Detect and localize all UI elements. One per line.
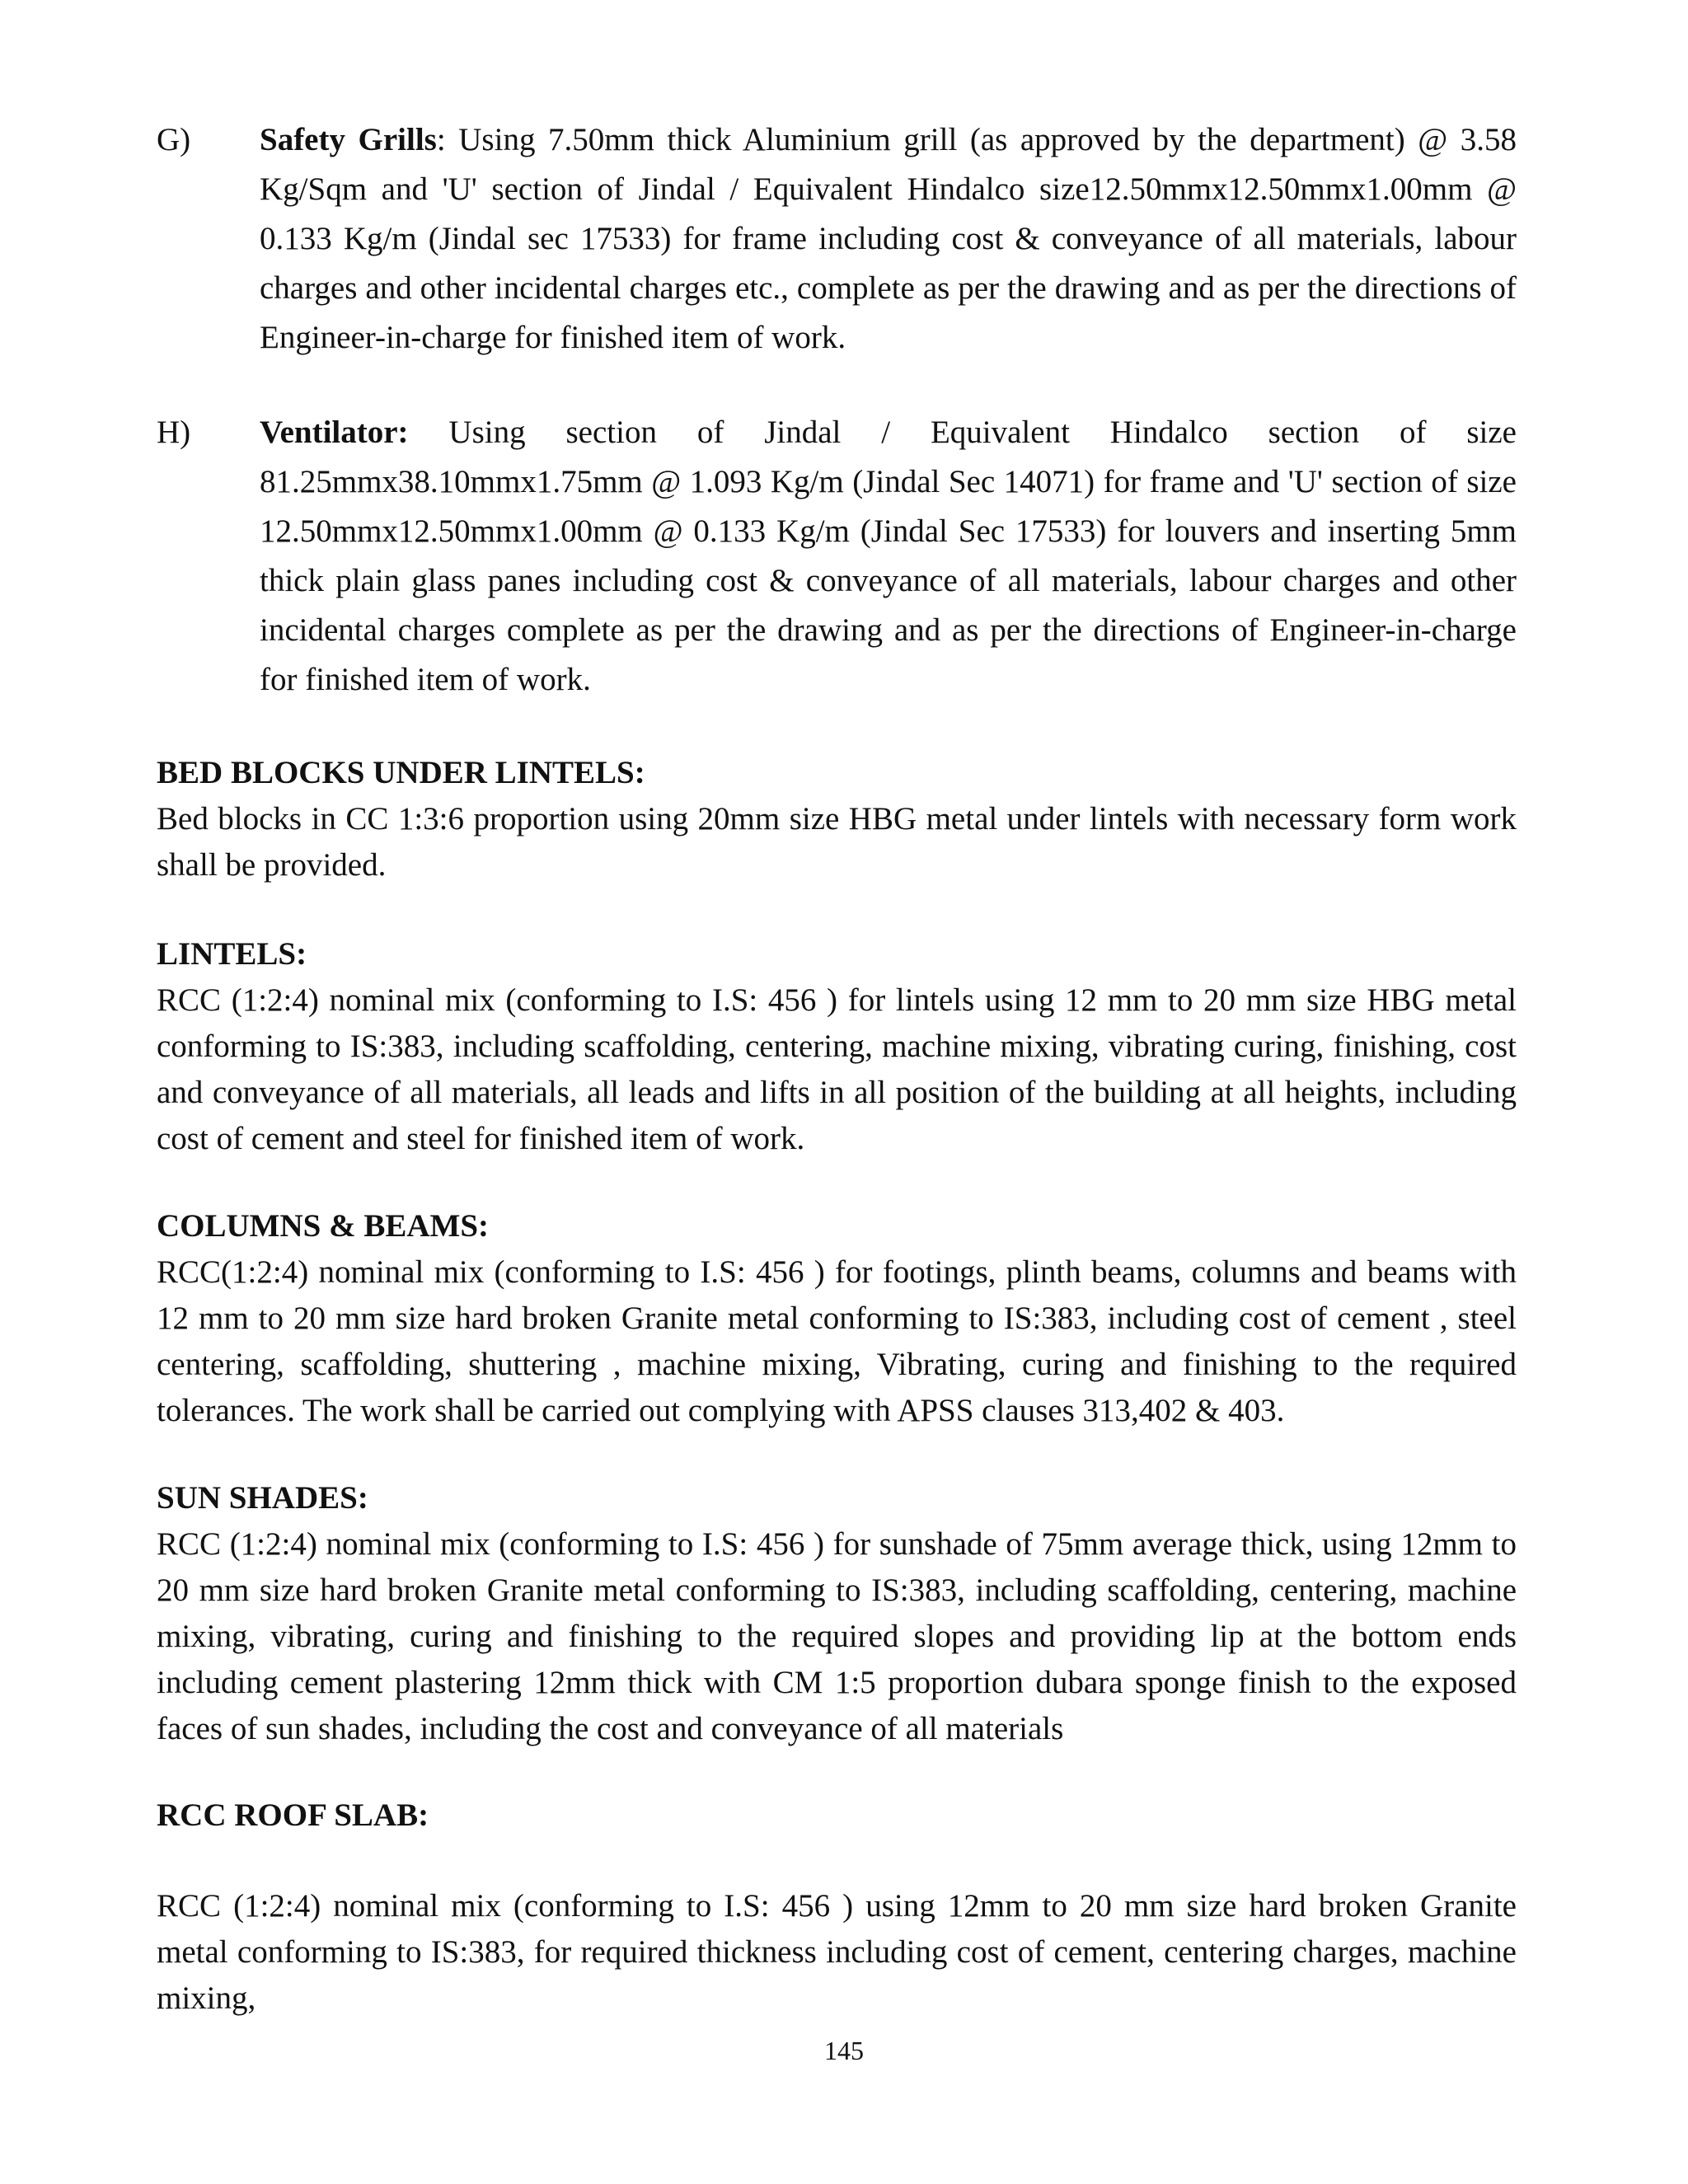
section-columns-beams [157,1203,1517,1434]
list-item-safety-grills [157,115,1517,363]
section-body: RCC (1:2:4) nominal mix (conforming to I.S: 456 ) for lintels using 12 mm to 20 mm size HBG metal conforming to IS:383, including scaffolding, centering, machine mixing, vibrating curing, finishing, cost and conveyance of all materials, all leads and lifts in all position of the building at all heights, including cost of cement and steel for finished item of work. [157,982,1517,1156]
list-item-lead: Ventilator: [260,415,409,450]
section-bed-blocks [157,750,1517,888]
list-item-ventilator [157,408,1517,705]
list-item-text: Using section of Jindal / Equivalent Hindalco section of size 81.25mmx38.10mmx1.75mm @ 1.093 Kg/m (Jindal Sec 14071) for frame and 'U' section of size 12.50mmx12.50mmx1.00mm @ 0.133 Kg/m (Jindal Sec 17533) for louvers and inserting 5mm thick plain glass panes including cost & conveyance of all materials, labour charges and other incidental charges complete as per the drawing and as per the directions of Engineer-in-charge for finished item of work. [260,415,1517,697]
page-number: 145 [824,2036,864,2065]
section-heading: SUN SHADES: [157,1480,368,1516]
section-rcc-roof-slab [157,1793,1517,2022]
section-heading: RCC ROOF SLAB: [157,1797,429,1833]
section-body: RCC(1:2:4) nominal mix (conforming to I.S: 456 ) for footings, plinth beams, columns and beams with 12 mm to 20 mm size hard broken Granite metal conforming to IS:383, including cost of cement , steel centering, scaffolding, shuttering , machine mixing, Vibrating, curing and finishing to the required tolerances. The work shall be carried out complying with APSS clauses 313,402 & 403. [157,1254,1517,1428]
list-marker: G) [157,122,191,157]
list-marker: H) [157,415,191,450]
section-lintels [157,931,1517,1162]
section-sun-shades [157,1475,1517,1752]
section-heading: BED BLOCKS UNDER LINTELS: [157,755,645,790]
section-body: RCC (1:2:4) nominal mix (conforming to I.S: 456 ) for sunshade of 75mm average thick, using 12mm to 20 mm size hard broken Granite metal conforming to IS:383, including scaffolding, centering, machine mixing, vibrating, curing and finishing to the required slopes and providing lip at the bottom ends including cement plastering 12mm thick with CM 1:5 proportion dubara sponge finish to the exposed faces of sun shades, including the cost and conveyance of all materials [157,1526,1517,1746]
list-item-body [260,115,1517,363]
section-body: Bed blocks in CC 1:3:6 proportion using 20mm size HBG metal under lintels with necessary form work shall be provided. [157,801,1517,883]
list-item-text: : Using 7.50mm thick Aluminium grill (as approved by the department) @ 3.58 Kg/Sqm and 'U' section of Jindal / Equivalent Hindalco size12.50mmx12.50mmx1.00mm @ 0.133 Kg/m (Jindal sec 17533) for frame including cost & conveyance of all materials, labour charges and other incidental charges etc., complete as per the drawing and as per the directions of Engineer-in-charge for finished item of work. [260,122,1517,355]
list-item-lead: Safety Grills [260,122,437,157]
section-body: RCC (1:2:4) nominal mix (conforming to I.S: 456 ) using 12mm to 20 mm size hard broken Granite metal conforming to IS:383, for required thickness including cost of cement, centering charges, machine mixing, [157,1888,1517,2016]
section-heading: COLUMNS & BEAMS: [157,1208,490,1244]
section-heading: LINTELS: [157,936,307,972]
list-item-body [260,408,1517,705]
